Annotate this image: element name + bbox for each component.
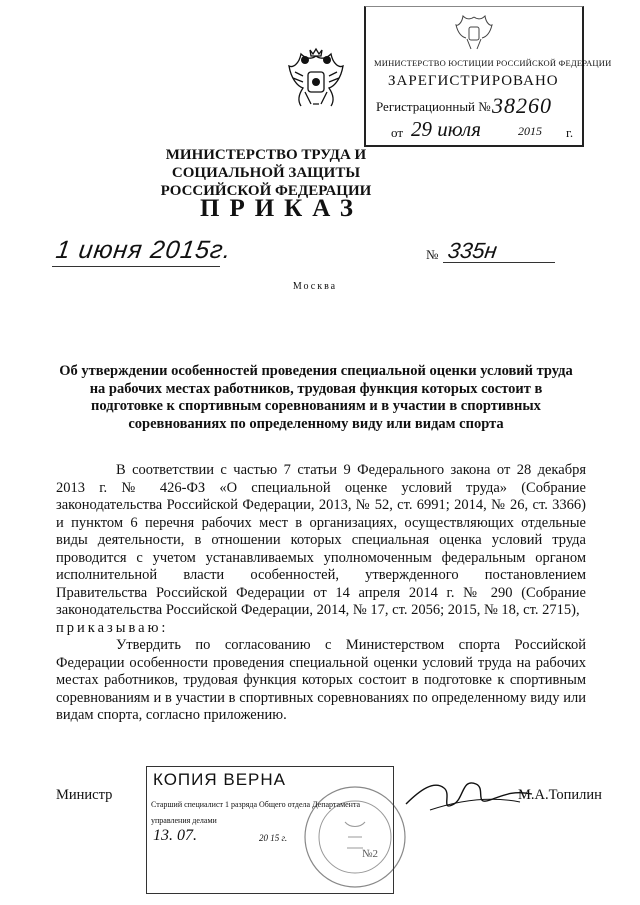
reg-year-handwritten <box>518 124 542 139</box>
reg-number-label: Регистрационный № <box>376 99 491 114</box>
ministry-line-1: МИНИСТЕРСТВО ТРУДА И СОЦИАЛЬНОЙ ЗАЩИТЫ <box>165 147 367 181</box>
seal-number: №2 <box>362 848 378 860</box>
state-emblem-icon <box>283 46 349 114</box>
reg-year-prefix: 20 <box>518 124 530 138</box>
copy-stamp-date: 13. 07. <box>153 827 197 844</box>
copy-stamp-position: Старший специалист 1 разряда Общего отдела Департамента <box>151 800 361 809</box>
copy-stamp <box>146 766 394 894</box>
registration-stamp <box>364 6 612 147</box>
order-subject <box>56 363 576 433</box>
order-number-handwritten: 335н <box>446 238 499 263</box>
copy-stamp-year: 20 15 г. <box>259 833 288 843</box>
order-body <box>56 462 586 725</box>
ministry-title <box>116 146 416 200</box>
copy-stamp-department: управления делами <box>151 816 217 825</box>
subject-line-1: Об утверждении особенностей проведения специальной оценки условий труда <box>59 363 573 379</box>
signer-position: Министр <box>56 787 113 803</box>
stamp-emblem-icon <box>454 11 494 53</box>
subject-line-3: подготовке к спортивным соревнованиям и в участии в спортивных <box>91 398 541 414</box>
order-word: приказываю: <box>56 619 169 636</box>
copy-stamp-title: КОПИЯ ВЕРНА <box>153 770 287 789</box>
order-date-handwritten: 1 июня 2015г. <box>54 236 234 264</box>
city: Москва <box>292 281 338 292</box>
date-underline <box>52 266 220 267</box>
body-paragraph-1: В соответствии с частью 7 статьи 9 Федерального закона от 28 декабря 2013 г. № 426-ФЗ «О специальной оценке условий труда» (Собрание законодательства Российской Федерации, 2013, № 52, ст. 6991; 2014, № 26, ст. 3366) и пунктом 6 перечня рабочих мест в организациях, осуществляющих отдельные виды деятельности, в отношении которых специальная оценка условий труда проводится с учетом устанавливаемых уполномоченным федеральным органом исполнительной власти особенностей, утвержденного постановлением Правительства Российской Федерации от 14 апреля 2014 г. № 290 (Собрание законодательства Российской Федерации, 2014, № 17, ст. 2056; 2015, № 18, ст. 2715), <box>56 462 586 618</box>
reg-date-label: от <box>391 125 404 140</box>
document-type: ПРИКАЗ <box>200 195 363 222</box>
reg-year-value: 15 <box>530 124 542 138</box>
stamp-title: ЗАРЕГИСТРИРОВАНО <box>388 73 559 89</box>
number-underline <box>443 262 555 263</box>
number-sign: № <box>426 247 439 262</box>
signer-name: М.А.Топилин <box>518 787 602 803</box>
reg-year-tail: г. <box>566 125 574 140</box>
reg-number-handwritten: 38260 <box>492 93 552 118</box>
subject-line-4: соревнованиях по определенному виду или видам спорта <box>128 415 504 432</box>
stamp-ministry: МИНИСТЕРСТВО ЮСТИЦИИ РОССИЙСКОЙ ФЕДЕРАЦИИ <box>374 58 612 68</box>
reg-date-handwritten: 29 июля <box>411 117 481 141</box>
subject-line-2: на рабочих местах работников, трудовая функция которых состоит в <box>89 380 543 397</box>
ministry-line-2: РОССИЙСКОЙ ФЕДЕРАЦИИ <box>160 183 372 199</box>
body-paragraph-2: Утвердить по согласованию с Министерством спорта Российской Федерации особенности проведения специальной оценки условий труда на рабочих местах работников, трудовая функция которых состоит в подготовке к спортивным соревнованиям и в участии в спортивных соревнованиях по определенному виду или видам спорта, согласно приложению. <box>56 637 586 723</box>
